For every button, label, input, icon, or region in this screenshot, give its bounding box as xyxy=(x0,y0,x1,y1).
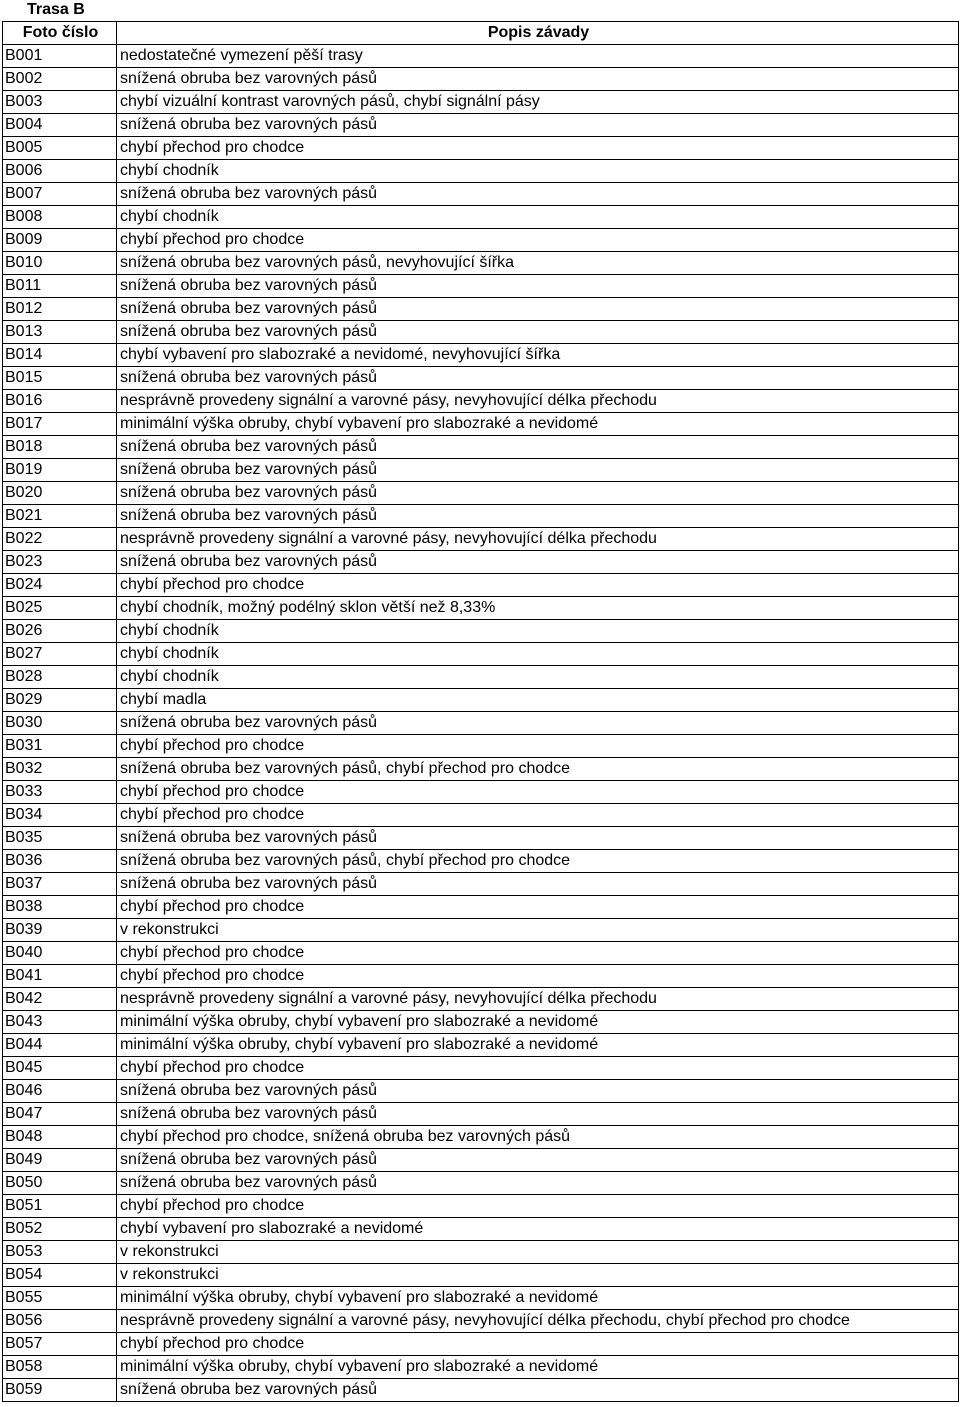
table-row xyxy=(3,551,959,574)
defect-description-cell: chybí chodník xyxy=(117,666,959,689)
defect-description-cell: snížená obruba bez varovných pásů xyxy=(117,298,959,321)
table-row xyxy=(3,1080,959,1103)
table-row xyxy=(3,1310,959,1333)
photo-number-cell: B024 xyxy=(3,574,117,597)
photo-number-cell: B050 xyxy=(3,1172,117,1195)
table-row xyxy=(3,91,959,114)
defect-description-cell: chybí přechod pro chodce xyxy=(117,942,959,965)
defect-description-cell: chybí přechod pro chodce xyxy=(117,1057,959,1080)
defect-description-cell: chybí přechod pro chodce xyxy=(117,804,959,827)
defect-description-cell: snížená obruba bez varovných pásů xyxy=(117,551,959,574)
defect-description-cell: snížená obruba bez varovných pásů xyxy=(117,482,959,505)
table-row xyxy=(3,689,959,712)
table-row xyxy=(3,1356,959,1379)
table-row xyxy=(3,390,959,413)
defect-description-cell: nesprávně provedeny signální a varovné pásy, nevyhovující délka přechodu xyxy=(117,528,959,551)
defect-description-cell: snížená obruba bez varovných pásů xyxy=(117,1149,959,1172)
defect-description-cell: minimální výška obruby, chybí vybavení pro slabozraké a nevidomé xyxy=(117,1011,959,1034)
defect-description-cell: chybí přechod pro chodce xyxy=(117,1333,959,1356)
table-row xyxy=(3,597,959,620)
photo-number-cell: B040 xyxy=(3,942,117,965)
defect-description-cell: chybí chodník, možný podélný sklon větší než 8,33% xyxy=(117,597,959,620)
table-row xyxy=(3,413,959,436)
table-row xyxy=(3,436,959,459)
photo-number-cell: B036 xyxy=(3,850,117,873)
photo-number-cell: B018 xyxy=(3,436,117,459)
photo-number-cell: B014 xyxy=(3,344,117,367)
defect-description-cell: v rekonstrukci xyxy=(117,1264,959,1287)
defect-description-cell: chybí přechod pro chodce xyxy=(117,574,959,597)
table-row xyxy=(3,1149,959,1172)
photo-number-cell: B049 xyxy=(3,1149,117,1172)
photo-number-cell: B056 xyxy=(3,1310,117,1333)
photo-number-cell: B027 xyxy=(3,643,117,666)
table-row xyxy=(3,229,959,252)
defect-description-cell: snížená obruba bez varovných pásů xyxy=(117,114,959,137)
table-row xyxy=(3,965,959,988)
table-row xyxy=(3,1011,959,1034)
defect-description-cell: chybí přechod pro chodce xyxy=(117,1195,959,1218)
defect-description-cell: chybí madla xyxy=(117,689,959,712)
photo-number-cell: B013 xyxy=(3,321,117,344)
photo-number-cell: B032 xyxy=(3,758,117,781)
table-row xyxy=(3,988,959,1011)
photo-number-cell: B047 xyxy=(3,1103,117,1126)
defect-description-cell: nedostatečné vymezení pěší trasy xyxy=(117,45,959,68)
photo-number-cell: B019 xyxy=(3,459,117,482)
photo-number-cell: B010 xyxy=(3,252,117,275)
defect-description-cell: snížená obruba bez varovných pásů, nevyhovující šířka xyxy=(117,252,959,275)
defect-description-cell: chybí vizuální kontrast varovných pásů, chybí signální pásy xyxy=(117,91,959,114)
photo-number-cell: B030 xyxy=(3,712,117,735)
table-row xyxy=(3,298,959,321)
column-header-photo-number: Foto číslo xyxy=(3,22,117,45)
photo-number-cell: B004 xyxy=(3,114,117,137)
table-row xyxy=(3,1103,959,1126)
defect-description-cell: snížená obruba bez varovných pásů, chybí přechod pro chodce xyxy=(117,850,959,873)
photo-number-cell: B055 xyxy=(3,1287,117,1310)
table-row xyxy=(3,643,959,666)
photo-number-cell: B051 xyxy=(3,1195,117,1218)
defect-description-cell: snížená obruba bez varovných pásů xyxy=(117,459,959,482)
photo-number-cell: B037 xyxy=(3,873,117,896)
photo-number-cell: B015 xyxy=(3,367,117,390)
defect-description-cell: chybí přechod pro chodce xyxy=(117,229,959,252)
defect-description-cell: minimální výška obruby, chybí vybavení pro slabozraké a nevidomé xyxy=(117,1356,959,1379)
photo-number-cell: B039 xyxy=(3,919,117,942)
defect-description-cell: chybí přechod pro chodce, snížená obruba bez varovných pásů xyxy=(117,1126,959,1149)
defect-description-cell: chybí chodník xyxy=(117,160,959,183)
defect-description-cell: nesprávně provedeny signální a varovné pásy, nevyhovující délka přechodu, chybí přechod pro chodce xyxy=(117,1310,959,1333)
defect-description-cell: snížená obruba bez varovných pásů xyxy=(117,827,959,850)
defect-description-cell: chybí vybavení pro slabozraké a nevidomé, nevyhovující šířka xyxy=(117,344,959,367)
table-row xyxy=(3,344,959,367)
table-row xyxy=(3,1195,959,1218)
table-row xyxy=(3,574,959,597)
table-row xyxy=(3,896,959,919)
table-row xyxy=(3,459,959,482)
photo-number-cell: B035 xyxy=(3,827,117,850)
photo-number-cell: B052 xyxy=(3,1218,117,1241)
photo-number-cell: B022 xyxy=(3,528,117,551)
defect-description-cell: chybí chodník xyxy=(117,620,959,643)
table-row xyxy=(3,804,959,827)
defect-description-cell: snížená obruba bez varovných pásů xyxy=(117,873,959,896)
defect-description-cell: chybí přechod pro chodce xyxy=(117,896,959,919)
photo-number-cell: B016 xyxy=(3,390,117,413)
table-row xyxy=(3,919,959,942)
defect-description-cell: chybí chodník xyxy=(117,206,959,229)
table-row xyxy=(3,781,959,804)
table-row xyxy=(3,1241,959,1264)
photo-number-cell: B048 xyxy=(3,1126,117,1149)
photo-number-cell: B031 xyxy=(3,735,117,758)
defect-description-cell: chybí chodník xyxy=(117,643,959,666)
table-row xyxy=(3,620,959,643)
defect-description-cell: chybí přechod pro chodce xyxy=(117,137,959,160)
photo-number-cell: B045 xyxy=(3,1057,117,1080)
table-row xyxy=(3,505,959,528)
defect-description-cell: snížená obruba bez varovných pásů xyxy=(117,1379,959,1402)
column-header-defect-description: Popis závady xyxy=(117,22,959,45)
table-row xyxy=(3,206,959,229)
photo-number-cell: B053 xyxy=(3,1241,117,1264)
defect-description-cell: v rekonstrukci xyxy=(117,1241,959,1264)
table-row xyxy=(3,1057,959,1080)
photo-number-cell: B059 xyxy=(3,1379,117,1402)
photo-number-cell: B023 xyxy=(3,551,117,574)
table-row xyxy=(3,114,959,137)
table-row xyxy=(3,275,959,298)
table-row xyxy=(3,183,959,206)
defect-description-cell: v rekonstrukci xyxy=(117,919,959,942)
photo-number-cell: B057 xyxy=(3,1333,117,1356)
photo-number-cell: B002 xyxy=(3,68,117,91)
defect-description-cell: chybí vybavení pro slabozraké a nevidomé xyxy=(117,1218,959,1241)
photo-number-cell: B017 xyxy=(3,413,117,436)
table-row xyxy=(3,666,959,689)
defect-description-cell: snížená obruba bez varovných pásů, chybí přechod pro chodce xyxy=(117,758,959,781)
table-row xyxy=(3,160,959,183)
defect-description-cell: chybí přechod pro chodce xyxy=(117,781,959,804)
defect-description-cell: snížená obruba bez varovných pásů xyxy=(117,367,959,390)
photo-number-cell: B008 xyxy=(3,206,117,229)
table-row xyxy=(3,1034,959,1057)
photo-number-cell: B034 xyxy=(3,804,117,827)
photo-number-cell: B011 xyxy=(3,275,117,298)
defect-description-cell: nesprávně provedeny signální a varovné pásy, nevyhovující délka přechodu xyxy=(117,988,959,1011)
table-row xyxy=(3,367,959,390)
table-row xyxy=(3,850,959,873)
table-row xyxy=(3,528,959,551)
table-row xyxy=(3,712,959,735)
defects-table xyxy=(2,21,959,1402)
defect-description-cell: snížená obruba bez varovných pásů xyxy=(117,1080,959,1103)
defect-description-cell: snížená obruba bez varovných pásů xyxy=(117,505,959,528)
photo-number-cell: B012 xyxy=(3,298,117,321)
table-row xyxy=(3,873,959,896)
photo-number-cell: B044 xyxy=(3,1034,117,1057)
defect-description-cell: snížená obruba bez varovných pásů xyxy=(117,436,959,459)
photo-number-cell: B025 xyxy=(3,597,117,620)
photo-number-cell: B038 xyxy=(3,896,117,919)
photo-number-cell: B001 xyxy=(3,45,117,68)
table-row xyxy=(3,827,959,850)
defect-description-cell: snížená obruba bez varovných pásů xyxy=(117,712,959,735)
table-header-row xyxy=(3,22,959,45)
defect-description-cell: snížená obruba bez varovných pásů xyxy=(117,321,959,344)
photo-number-cell: B029 xyxy=(3,689,117,712)
table-row xyxy=(3,1287,959,1310)
defect-description-cell: snížená obruba bez varovných pásů xyxy=(117,68,959,91)
photo-number-cell: B028 xyxy=(3,666,117,689)
photo-number-cell: B009 xyxy=(3,229,117,252)
defect-description-cell: snížená obruba bez varovných pásů xyxy=(117,275,959,298)
photo-number-cell: B054 xyxy=(3,1264,117,1287)
photo-number-cell: B058 xyxy=(3,1356,117,1379)
table-row xyxy=(3,942,959,965)
table-row xyxy=(3,1126,959,1149)
defect-description-cell: minimální výška obruby, chybí vybavení pro slabozraké a nevidomé xyxy=(117,1034,959,1057)
table-row xyxy=(3,252,959,275)
defect-description-cell: minimální výška obruby, chybí vybavení pro slabozraké a nevidomé xyxy=(117,413,959,436)
defect-description-cell: snížená obruba bez varovných pásů xyxy=(117,1172,959,1195)
photo-number-cell: B007 xyxy=(3,183,117,206)
defect-description-cell: chybí přechod pro chodce xyxy=(117,735,959,758)
table-row xyxy=(3,45,959,68)
table-row xyxy=(3,68,959,91)
defect-description-cell: chybí přechod pro chodce xyxy=(117,965,959,988)
table-row xyxy=(3,1218,959,1241)
table-row xyxy=(3,735,959,758)
photo-number-cell: B026 xyxy=(3,620,117,643)
photo-number-cell: B041 xyxy=(3,965,117,988)
defect-description-cell: nesprávně provedeny signální a varovné pásy, nevyhovující délka přechodu xyxy=(117,390,959,413)
photo-number-cell: B046 xyxy=(3,1080,117,1103)
table-row xyxy=(3,1379,959,1402)
photo-number-cell: B006 xyxy=(3,160,117,183)
table-row xyxy=(3,1172,959,1195)
defect-description-cell: snížená obruba bez varovných pásů xyxy=(117,1103,959,1126)
photo-number-cell: B042 xyxy=(3,988,117,1011)
photo-number-cell: B021 xyxy=(3,505,117,528)
photo-number-cell: B020 xyxy=(3,482,117,505)
table-body xyxy=(3,45,959,1402)
defect-description-cell: minimální výška obruby, chybí vybavení pro slabozraké a nevidomé xyxy=(117,1287,959,1310)
table-row xyxy=(3,137,959,160)
defect-description-cell: snížená obruba bez varovných pásů xyxy=(117,183,959,206)
table-row xyxy=(3,482,959,505)
table-row xyxy=(3,758,959,781)
photo-number-cell: B003 xyxy=(3,91,117,114)
photo-number-cell: B005 xyxy=(3,137,117,160)
photo-number-cell: B043 xyxy=(3,1011,117,1034)
table-row xyxy=(3,1264,959,1287)
table-row xyxy=(3,321,959,344)
photo-number-cell: B033 xyxy=(3,781,117,804)
page-title: Trasa B xyxy=(27,1,85,18)
table-row xyxy=(3,1333,959,1356)
